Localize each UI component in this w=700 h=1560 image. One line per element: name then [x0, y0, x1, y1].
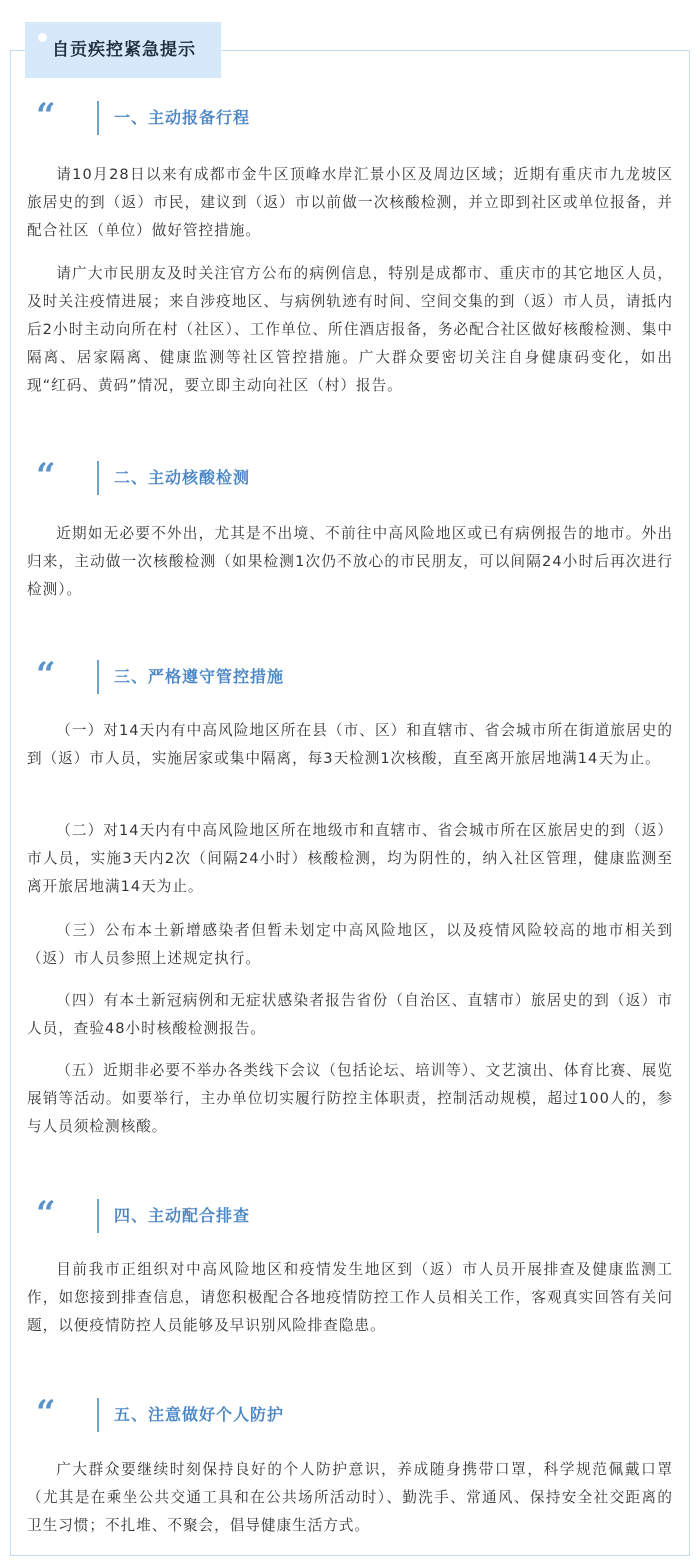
paragraph: （二）对14天内有中高风险地区所在地级市和直辖市、省会城市所在区旅居史的到（返）市人员，实施3天内2次（间隔24小时）核酸检测，均为阴性的，纳入社区管理，健康监测至离开旅居地满14天为止。 [27, 822, 673, 895]
section-divider [97, 461, 99, 495]
section-title: 五、注意做好个人防护 [114, 1405, 285, 1424]
quote-mark-icon: “ [36, 1194, 56, 1234]
section-divider [97, 1398, 99, 1432]
section-divider [97, 660, 99, 694]
title-dot-icon [38, 33, 47, 42]
section-title: 四、主动配合排查 [114, 1206, 251, 1225]
paragraph: 广大群众要继续时刻保持良好的个人防护意识，养成随身携带口罩，科学规范佩戴口罩（尤其是在乘坐公共交通工具和在公共场所活动时）、勤洗手、常通风、保持安全社交距离的卫生习惯；不扎堆、不聚会，倡导健康生活方式。 [27, 1461, 673, 1534]
paragraph: （一）对14天内有中高风险地区所在县（市、区）和直辖市、省会城市所在街道旅居史的到（返）市人员，实施居家或集中隔离，每3天检测1次核酸，直至离开旅居地满14天为止。 [27, 722, 673, 767]
section-divider [97, 101, 99, 135]
section-title: 三、严格遵守管控措施 [114, 667, 285, 686]
section-divider [97, 1199, 99, 1233]
quote-mark-icon: “ [36, 456, 56, 496]
quote-mark-icon: “ [36, 96, 56, 136]
paragraph: 近期如无必要不外出，尤其是不出境、不前往中高风险地区或已有病例报告的地市。外出归来，主动做一次核酸检测（如果检测1次仍不放心的市民朋友，可以间隔24小时后再次进行检测）。 [27, 525, 673, 598]
paragraph: （三）公布本土新增感染者但暂未划定中高风险地区，以及疫情风险较高的地市相关到（返）市人员参照上述规定执行。 [27, 922, 673, 967]
paragraph: 请广大市民朋友及时关注官方公布的病例信息，特别是成都市、重庆市的其它地区人员，及时关注疫情进展；来自涉疫地区、与病例轨迹有时间、空间交集的到（返）市人员，请抵内后2小时主动向所在村（社区）、工作单位、所住酒店报备，务必配合社区做好核酸检测、集中隔离、居家隔离、健康监测等社区管控措施。广大群众要密切关注自身健康码变化，如出现“红码、黄码”情况，要立即主动向社区（村）报告。 [27, 265, 673, 394]
paragraph: （四）有本土新冠病例和无症状感染者报告省份（自治区、直辖市）旅居史的到（返）市人员，查验48小时核酸检测报告。 [27, 992, 673, 1037]
quote-mark-icon: “ [36, 1393, 56, 1433]
section-title: 二、主动核酸检测 [114, 468, 251, 487]
section-title: 一、主动报备行程 [114, 108, 251, 127]
page-title: 自贡疾控紧急提示 [52, 40, 196, 60]
paragraph: 请10月28日以来有成都市金牛区顶峰水岸汇景小区及周边区域；近期有重庆市九龙坡区旅居史的到（返）市民，建议到（返）市以前做一次核酸检测，并立即到社区或单位报备，并配合社区（单位）做好管控措施。 [27, 166, 673, 239]
paragraph: 目前我市正组织对中高风险地区和疫情发生地区到（返）市人员开展排查及健康监测工作，如您接到排查信息，请您积极配合各地疫情防控工作人员相关工作，客观真实回答有关问题，以便疫情防控人员能够及早识别风险排查隐患。 [27, 1261, 673, 1334]
quote-mark-icon: “ [36, 655, 56, 695]
paragraph: （五）近期非必要不举办各类线下会议（包括论坛、培训等）、文艺演出、体育比赛、展览展销等活动。如要举行，主办单位切实履行防控主体职责，控制活动规模，超过100人的，参与人员须检测核酸。 [27, 1062, 673, 1135]
